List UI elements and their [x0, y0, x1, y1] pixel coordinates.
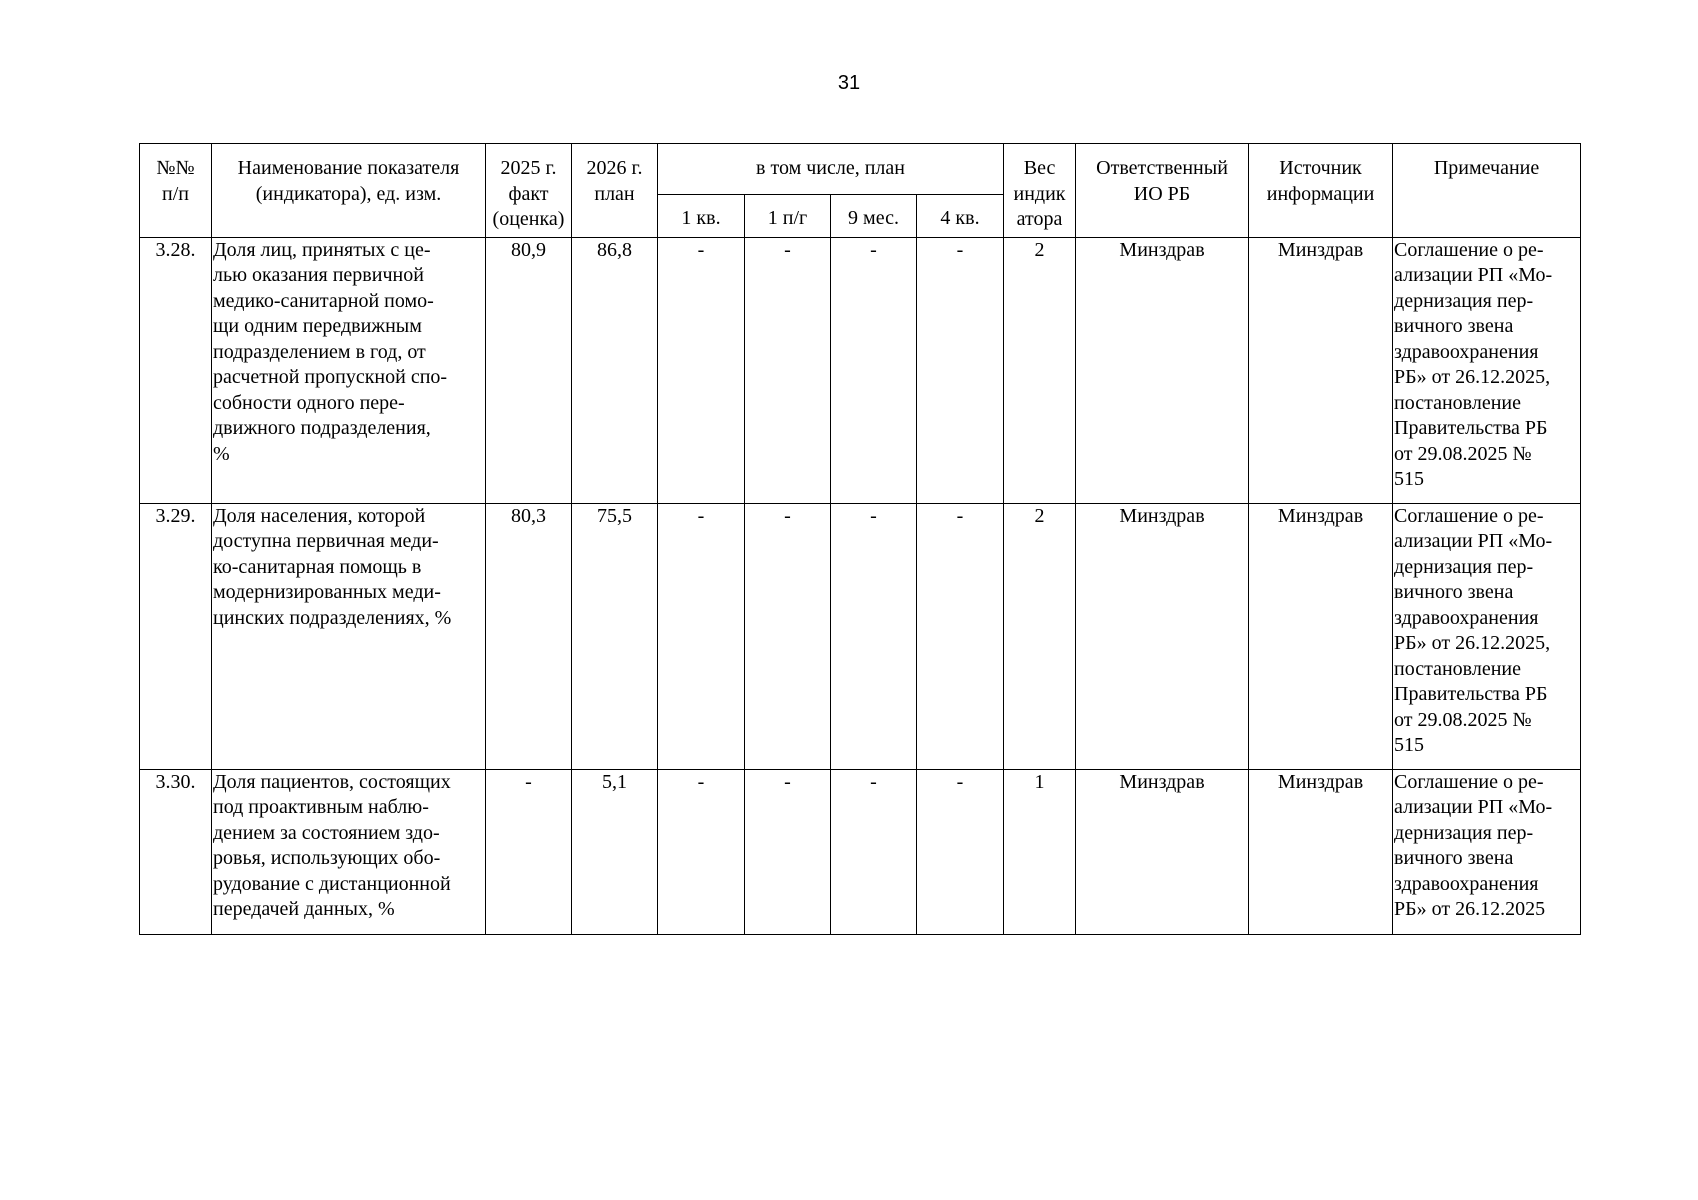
note: Соглашение о ре- ализации РП «Мо- дернизация пер- вичного звена здравоохранения РБ» от 26.12.2025: [1393, 769, 1581, 934]
header-name: Наименование показателя (индикатора), ед. изм.: [212, 144, 486, 238]
table-header: [140, 144, 1581, 238]
value-q1: -: [658, 503, 745, 769]
value-q4: -: [917, 503, 1004, 769]
header-h1: 1 п/г: [745, 195, 831, 238]
value-9m: -: [831, 237, 917, 503]
header-plan-group: в том числе, план: [658, 144, 1004, 195]
table-row: [140, 769, 1581, 934]
value-2025: -: [486, 769, 572, 934]
value-2025: 80,3: [486, 503, 572, 769]
value-2026: 75,5: [572, 503, 658, 769]
table-row: [140, 237, 1581, 503]
info-source: Минздрав: [1249, 769, 1393, 934]
value-h1: -: [745, 503, 831, 769]
header-responsible: Ответственный ИО РБ: [1076, 144, 1249, 238]
value-9m: -: [831, 769, 917, 934]
info-source: Минздрав: [1249, 503, 1393, 769]
table-body: [140, 237, 1581, 934]
table-row: [140, 503, 1581, 769]
value-q1: -: [658, 769, 745, 934]
indicator-weight: 2: [1004, 503, 1076, 769]
value-h1: -: [745, 237, 831, 503]
note: Соглашение о ре- ализации РП «Мо- дернизация пер- вичного звена здравоохранения РБ» от 26.12.2025, постановление Правительства РБ от 29.08.2025 № 515: [1393, 237, 1581, 503]
value-2026: 5,1: [572, 769, 658, 934]
indicator-name: Доля населения, которой доступна первичная меди- ко-санитарная помощь в модернизированных меди- цинских подразделениях, %: [212, 503, 486, 769]
value-2025: 80,9: [486, 237, 572, 503]
header-9m: 9 мес.: [831, 195, 917, 238]
indicator-weight: 2: [1004, 237, 1076, 503]
header-weight: Вес индик атора: [1004, 144, 1076, 238]
row-num: 3.28.: [140, 237, 212, 503]
value-9m: -: [831, 503, 917, 769]
header-source: Источник информации: [1249, 144, 1393, 238]
value-h1: -: [745, 769, 831, 934]
row-num: 3.30.: [140, 769, 212, 934]
indicator-weight: 1: [1004, 769, 1076, 934]
value-q4: -: [917, 769, 1004, 934]
page-number: 31: [837, 72, 861, 94]
header-q4: 4 кв.: [917, 195, 1004, 238]
indicator-name: Доля лиц, принятых с це- лью оказания первичной медико-санитарной помо- щи одним передвижным подразделением в год, от расчетной пропускной спо- собности одного пере- движного подразделения, %: [212, 237, 486, 503]
value-q1: -: [658, 237, 745, 503]
header-2026: 2026 г. план: [572, 144, 658, 238]
header-note: Примечание: [1393, 144, 1581, 238]
responsible-body: Минздрав: [1076, 769, 1249, 934]
indicators-table: [139, 143, 1581, 935]
row-num: 3.29.: [140, 503, 212, 769]
responsible-body: Минздрав: [1076, 503, 1249, 769]
header-2025: 2025 г. факт (оценка): [486, 144, 572, 238]
indicator-name: Доля пациентов, состоящих под проактивным наблю- дением за состоянием здо- ровья, использующих обо- рудование с дистанционной передачей данных, %: [212, 769, 486, 934]
header-q1: 1 кв.: [658, 195, 745, 238]
header-num: №№ п/п: [140, 144, 212, 238]
note: Соглашение о ре- ализации РП «Мо- дернизация пер- вичного звена здравоохранения РБ» от 26.12.2025, постановление Правительства РБ от 29.08.2025 № 515: [1393, 503, 1581, 769]
value-2026: 86,8: [572, 237, 658, 503]
value-q4: -: [917, 237, 1004, 503]
responsible-body: Минздрав: [1076, 237, 1249, 503]
info-source: Минздрав: [1249, 237, 1393, 503]
